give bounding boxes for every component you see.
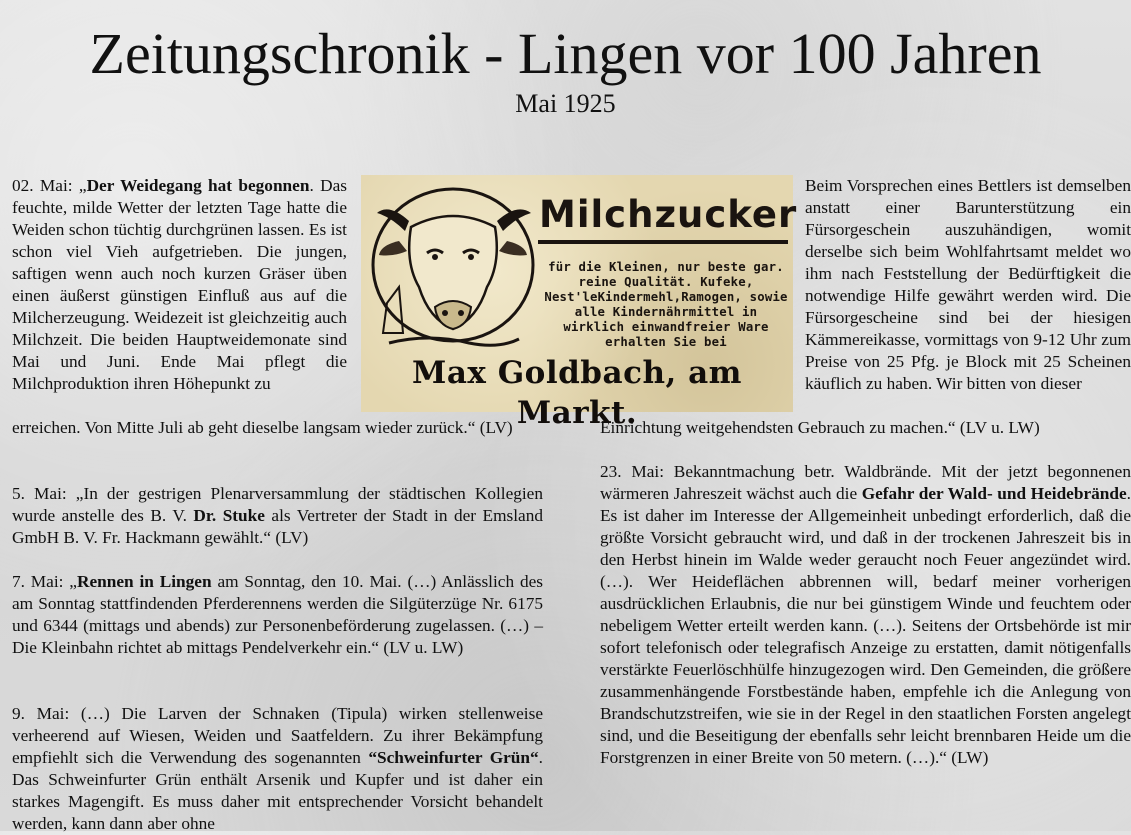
article-may-07 bbox=[12, 571, 543, 659]
article-may-07-text bbox=[12, 571, 543, 659]
article-may-23-text bbox=[600, 461, 1131, 769]
ad-divider bbox=[538, 240, 788, 244]
article-body: 23. Mai: Bekanntmachung betr. Waldbrände. Mit der jetzt begonnenen wärmeren Jahreszeit wächst auch die bbox=[600, 462, 1131, 503]
article-may-09-text bbox=[12, 703, 543, 835]
article-highlight: Gefahr der Wald- und Heidebrände bbox=[861, 484, 1127, 503]
article-may-02-text bbox=[12, 175, 347, 395]
article-body: . Das feuchte, milde Wetter der letzten Tage hatte die Weiden schon tüchtig durchgrünen lassen. Es ist schon viel Vieh aufgetrieben. Die jungen, saftigen wenn auch noch kurzen Gräser üben einen äußerst günstigen Einfluß aus auf die Milcherzeugung. Weidezeit ist gleichzeitig auch Milchzeit. Die beiden Hauptweidemonate sind Mai und Juni. Ende Mai pflegt die Milchproduktion ihren Höhepunkt zu bbox=[12, 176, 347, 393]
article-may-09 bbox=[12, 703, 543, 835]
article-beggar-notice bbox=[805, 175, 1131, 395]
article-body-tail: Einrichtung weitgehendsten Gebrauch zu machen.“ (LV u. LW) bbox=[600, 418, 1040, 437]
article-body: als Vertreter der Stadt in der Emsland GmbH B. V. Fr. Hackmann gewählt.“ (LV) bbox=[12, 506, 543, 547]
article-body: 5. Mai: „In der gestrigen Plenarversammlung der städtischen Kollegien wurde anstelle des B. V. bbox=[12, 484, 543, 525]
page-title: Zeitungschronik - Lingen vor 100 Jahren bbox=[89, 21, 1042, 86]
article-headline: Rennen in Lingen bbox=[76, 572, 212, 591]
article-body: Beim Vorsprechen eines Bettlers ist demselben anstatt einer Barunterstützung ein Fürsorgeschein auszuhändigen, womit derselbe sich beim Wohlfahrtsamt meldet wo ihm nach Feststellung der Bedürftigkeit die notwendige Hilfe gewährt werden wird. Die Fürsorgescheine sind bei der hiesigen Kämmereikasse, vormittags von 9-12 Uhr zum Preise von 25 Pfg. je Block mit 25 Scheinen käuflich zu haben. Wir bitten von dieser bbox=[805, 176, 1131, 393]
article-date: 02. Mai: „ bbox=[12, 176, 87, 195]
article-body: am Sonntag, den 10. Mai. (…) Anlässlich des am Sonntag stattfindenden Pferderennens werden die Silgüterzüge Nr. 6175 und 6344 (mittags und abends) zur Personenbeförderung zugelassen. (…) – Die Kleinbahn richtet ab mittags Pendelverkehr ein.“ (LV u. LW) bbox=[12, 572, 543, 657]
article-date: 7. Mai: „ bbox=[12, 572, 77, 591]
article-highlight: “Schweinfurter Grün“ bbox=[368, 748, 539, 767]
ad-footer: Max Goldbach, am Markt. bbox=[412, 355, 742, 431]
milchzucker-advertisement bbox=[361, 175, 798, 431]
article-body: 9. Mai: (…) Die Larven der Schnaken (Tipula) wirken stellenweise verheerend auf Wiesen, Weiden und Saatfeldern. Zu ihrer Bekämpfung empfiehlt sich die Verwendung des sogenannten bbox=[12, 704, 543, 767]
ad-body: für die Kleinen, nur beste gar. reine Qualität. Kufeke, Nest'leKindermehl,Ramogen, sowie alle Kindernährmittel in wirklich einwandfreier Ware erhalten Sie bei bbox=[544, 260, 788, 349]
article-beggar-notice-tail bbox=[600, 417, 1131, 439]
article-body-tail: erreichen. Von Mitte Juli ab geht dieselbe langsam wieder zurück.“ (LV) bbox=[12, 418, 513, 437]
article-body: . Es ist daher im Interesse der Allgemeinheit unbedingt erforderlich, daß die größte Vorsicht gebraucht wird, und daß in der trockenen Jahreszeit bis in den Herbst hinein im Walde weder geraucht noch Feuer angezündet wird. (…). Wer Heideflächen abbrennen will, bedarf meiner vorherigen ausdrücklichen Erlaubnis, die nur bei günstigem Winde und feuchtem oder nebeligem Wetter erteilt werden kann. (…). Seitens der Ortsbehörde ist mir sofort telefonisch oder telegrafisch Anzeige zu erstatten, damit nötigenfalls verstärkte Feuerlöschhülfe hinzugezogen wird. Den Gemeinden, die größere zusammenhängende Forstbestände haben, empfehle ich die Anlegung von Brandschutzstreifen, wie sie in der Regel in den staatlichen Forsten angelegt sind, und die Beseitigung der ebenfalls sehr leicht brennbaren Heide um die Forstgrenzen in einer Breite von 50 metern. (…).“ (LW) bbox=[600, 484, 1131, 767]
article-may-05 bbox=[12, 483, 543, 549]
article-may-05-text bbox=[12, 483, 543, 549]
article-highlight: Dr. Stuke bbox=[193, 506, 265, 525]
article-may-23 bbox=[600, 461, 1131, 769]
ad-headline: Milchzucker bbox=[539, 193, 798, 236]
page-subtitle: Mai 1925 bbox=[515, 89, 616, 118]
article-may-02 bbox=[12, 175, 347, 395]
cow-head-illustration bbox=[369, 183, 541, 351]
article-body: . Das Schweinfurter Grün enthält Arsenik und Kupfer und ist daher ein starkes Magengift. Es muss daher mit entsprechender Vorsicht behandelt werden, kann dann aber ohne bbox=[12, 748, 543, 833]
article-headline: Der Weidegang hat begonnen bbox=[86, 176, 310, 195]
